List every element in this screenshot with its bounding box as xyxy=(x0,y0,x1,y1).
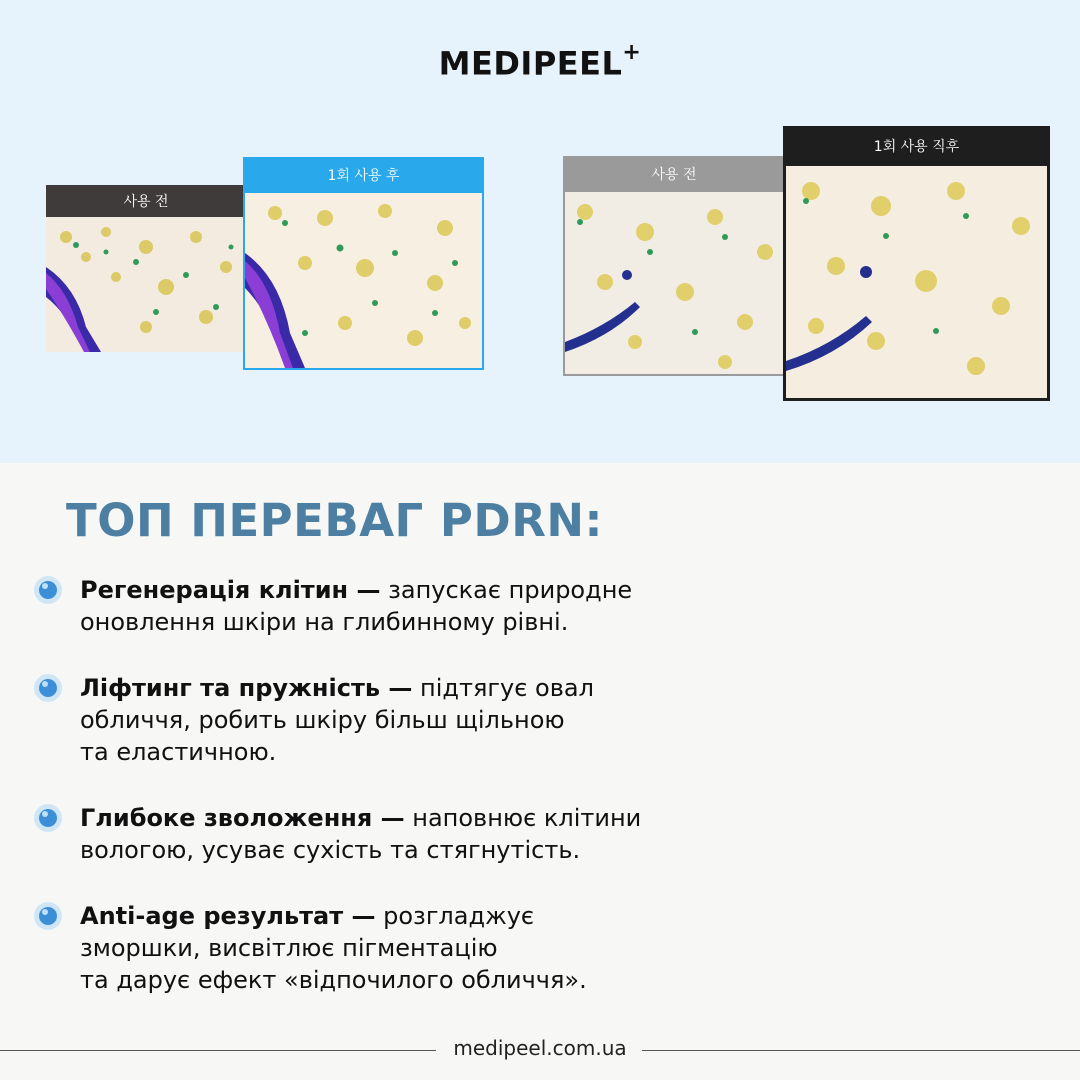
before-panel-right xyxy=(563,156,785,376)
skin-scan-image xyxy=(786,166,1047,398)
brand-logo: MEDIPEEL+ xyxy=(438,40,642,83)
benefit-title: Ліфтинг та пружність — xyxy=(80,674,413,702)
benefit-item xyxy=(32,802,732,866)
skin-scan-image xyxy=(245,193,482,368)
benefit-title: Глибоке зволоження — xyxy=(80,804,405,832)
benefit-desc: запускає природне xyxy=(388,576,633,604)
section-title: ТОП ПЕРЕВАГ PDRN: xyxy=(66,494,604,547)
benefit-title: Anti-age результат — xyxy=(80,902,376,930)
footer-website-link[interactable]: medipeel.com.ua xyxy=(0,1036,1080,1060)
after-panel-left xyxy=(243,157,484,370)
benefit-desc: наповнює клітини xyxy=(412,804,642,832)
benefit-desc: та еластичною. xyxy=(80,738,277,766)
skin-scan-image xyxy=(565,192,783,374)
water-drop-icon xyxy=(32,900,64,932)
benefit-desc: зморшки, висвітлює пігментацію xyxy=(80,934,498,962)
before-label: 사용 전 xyxy=(563,156,785,192)
after-panel-right xyxy=(783,126,1050,401)
benefit-item xyxy=(32,574,732,638)
skin-scan-image xyxy=(46,217,246,352)
benefit-desc: розгладжує xyxy=(383,902,535,930)
benefit-desc: підтягує овал xyxy=(420,674,594,702)
benefit-title: Регенерація клітин — xyxy=(80,576,381,604)
after-label: 1회 사용 직후 xyxy=(783,126,1050,166)
benefit-desc: обличчя, робить шкіру більш щільною xyxy=(80,706,565,734)
comparison-section xyxy=(0,0,1080,463)
before-label: 사용 전 xyxy=(46,185,246,217)
benefit-item xyxy=(32,672,732,768)
water-drop-icon xyxy=(32,574,64,606)
before-panel-left xyxy=(46,185,246,352)
water-drop-icon xyxy=(32,802,64,834)
benefit-desc: вологою, усуває сухість та стягнутість. xyxy=(80,836,581,864)
benefit-desc: оновлення шкіри на глибинному рівні. xyxy=(80,608,569,636)
benefit-desc: та дарує ефект «відпочилого обличчя». xyxy=(80,966,587,994)
benefit-item xyxy=(32,900,732,996)
after-label: 1회 사용 후 xyxy=(243,157,484,193)
water-drop-icon xyxy=(32,672,64,704)
